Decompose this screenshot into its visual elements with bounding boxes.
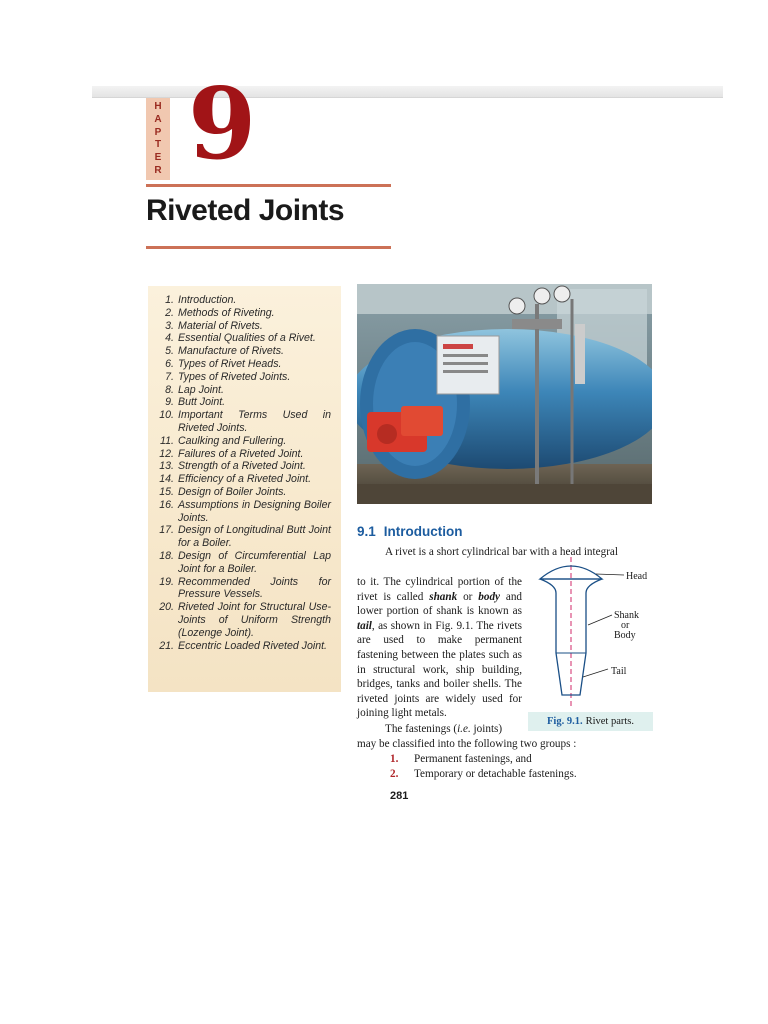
contents-item-text: Eccentric Loaded Riveted Joint. bbox=[178, 639, 327, 652]
title-rule-top bbox=[146, 184, 391, 187]
contents-item-number: 1. bbox=[165, 294, 174, 306]
fastenings-paragraph: The fastenings (i.e. joints) may be classified into the following two groups : bbox=[357, 723, 577, 750]
figure-label-body: Body bbox=[614, 630, 636, 641]
contents-item-text: Material of Rivets. bbox=[178, 319, 263, 332]
section-number: 9.1 bbox=[357, 524, 376, 539]
contents-item bbox=[156, 371, 331, 384]
contents-item-number: 13. bbox=[159, 460, 174, 473]
contents-item-number: 12. bbox=[159, 447, 174, 460]
contents-item-text: Efficiency of a Riveted Joint. bbox=[178, 473, 312, 486]
chapter-contents-box bbox=[148, 286, 341, 692]
contents-item-text: Strength of a Riveted Joint. bbox=[178, 460, 306, 473]
contents-item-number: 16. bbox=[159, 498, 174, 511]
chapter-label-strip bbox=[146, 98, 170, 180]
contents-list bbox=[156, 294, 331, 652]
list-item: 2. Temporary or detachable fastenings. bbox=[390, 768, 577, 780]
contents-item bbox=[156, 320, 331, 333]
contents-item bbox=[156, 307, 331, 320]
contents-item-number: 6. bbox=[165, 357, 174, 370]
contents-item-number: 4. bbox=[165, 332, 174, 345]
contents-item-text: Design of Circumferential Lap Joint for a Boiler. bbox=[178, 549, 331, 575]
contents-item-text: Essential Qualities of a Rivet. bbox=[178, 332, 316, 345]
contents-item bbox=[156, 640, 331, 653]
figure-label-head: Head bbox=[626, 571, 648, 582]
page-number: 281 bbox=[390, 790, 409, 802]
chapter-letter: E bbox=[154, 152, 162, 164]
chapter-number: 9 bbox=[188, 67, 257, 182]
list-item: 1. Permanent fastenings, and bbox=[390, 753, 532, 765]
viewer-top-bar bbox=[92, 86, 723, 98]
contents-item bbox=[156, 460, 331, 473]
contents-item-text: Assumptions in Designing Boiler Joints. bbox=[178, 498, 331, 524]
contents-item-text: Recommended Joints for Pressure Vessels. bbox=[178, 575, 331, 601]
contents-item bbox=[156, 448, 331, 461]
fastening-groups-list bbox=[390, 752, 577, 782]
contents-item-number: 14. bbox=[159, 473, 174, 486]
rivet-figure bbox=[528, 557, 653, 730]
contents-item bbox=[156, 601, 331, 639]
chapter-letter: R bbox=[154, 165, 162, 177]
contents-item-text: Important Terms Used in Riveted Joints. bbox=[178, 409, 331, 434]
chapter-letter: H bbox=[154, 100, 162, 112]
contents-item-number: 21. bbox=[159, 639, 174, 652]
section-title: Introduction bbox=[383, 524, 463, 539]
term-shank: shank bbox=[429, 590, 458, 603]
contents-item-number: 17. bbox=[159, 524, 174, 537]
contents-item-number: 5. bbox=[165, 345, 174, 358]
contents-item bbox=[156, 332, 331, 345]
title-rule-bottom bbox=[146, 246, 391, 249]
contents-item-number: 8. bbox=[165, 383, 174, 396]
contents-item bbox=[156, 345, 331, 358]
contents-item bbox=[156, 486, 331, 499]
contents-item-number: 20. bbox=[159, 601, 174, 614]
figure-caption-text: Rivet parts. bbox=[585, 716, 634, 727]
boiler-photo bbox=[357, 284, 652, 504]
contents-item bbox=[156, 550, 331, 576]
contents-item-number: 9. bbox=[165, 396, 174, 409]
contents-item bbox=[156, 576, 331, 602]
contents-item-number: 15. bbox=[159, 485, 174, 498]
contents-item-text: Failures of a Riveted Joint. bbox=[178, 447, 304, 460]
term-body: body bbox=[478, 590, 500, 603]
contents-item bbox=[156, 524, 331, 550]
contents-item bbox=[156, 473, 331, 486]
intro-paragraph: to it. The cylindrical portion of the rivet is called shank or body and lower portion of shank is known as tail, as shown in Fig. 9.1. The rivets are used to make permanent fastening between the plates such as in structural work, ship building, bridges, tanks and boiler shells. The riveted joints are widely used for joining light metals. bbox=[357, 576, 523, 720]
intro-paragraph-first-line: A rivet is a short cylindrical bar with a head integral bbox=[385, 546, 618, 558]
contents-item-text: Manufacture of Rivets. bbox=[178, 345, 284, 358]
contents-item bbox=[156, 294, 331, 307]
contents-item-number: 19. bbox=[159, 575, 174, 588]
contents-item-number: 10. bbox=[159, 409, 174, 422]
contents-item-number: 2. bbox=[165, 306, 174, 319]
chapter-letter: P bbox=[154, 126, 162, 138]
contents-item bbox=[156, 435, 331, 448]
contents-item-text: Lap Joint. bbox=[178, 383, 224, 396]
contents-item bbox=[156, 409, 331, 435]
section-heading bbox=[357, 524, 463, 539]
contents-item-number: 7. bbox=[165, 370, 174, 383]
chapter-letter: T bbox=[154, 139, 162, 151]
contents-item-text: Butt Joint. bbox=[178, 396, 226, 409]
contents-item bbox=[156, 358, 331, 371]
contents-item-number: 18. bbox=[159, 549, 174, 562]
contents-item-text: Caulking and Fullering. bbox=[178, 434, 287, 447]
figure-label-or: or bbox=[621, 620, 630, 631]
contents-item-text: Design of Boiler Joints. bbox=[178, 485, 287, 498]
chapter-letter: A bbox=[154, 113, 162, 125]
figure-label-tail: Tail bbox=[611, 666, 627, 677]
contents-item bbox=[156, 499, 331, 525]
contents-item bbox=[156, 384, 331, 397]
contents-item-text: Riveted Joint for Structural Use-Joints of Uniform Strength (Lozenge Joint). bbox=[178, 601, 331, 639]
contents-item-text: Introduction. bbox=[178, 294, 237, 306]
contents-item-text: Types of Riveted Joints. bbox=[178, 370, 291, 383]
contents-item bbox=[156, 396, 331, 409]
contents-item-text: Methods of Riveting. bbox=[178, 306, 275, 319]
contents-item-number: 3. bbox=[165, 319, 174, 332]
figure-number: Fig. 9.1. bbox=[546, 716, 583, 727]
term-tail: tail bbox=[357, 619, 372, 632]
chapter-title: Riveted Joints bbox=[146, 194, 345, 227]
contents-item-text: Types of Rivet Heads. bbox=[178, 357, 282, 370]
contents-item-number: 11. bbox=[160, 434, 174, 447]
figure-label-shank: Shank bbox=[614, 610, 639, 621]
contents-item-text: Design of Longitudinal Butt Joint for a Boiler. bbox=[178, 524, 331, 550]
